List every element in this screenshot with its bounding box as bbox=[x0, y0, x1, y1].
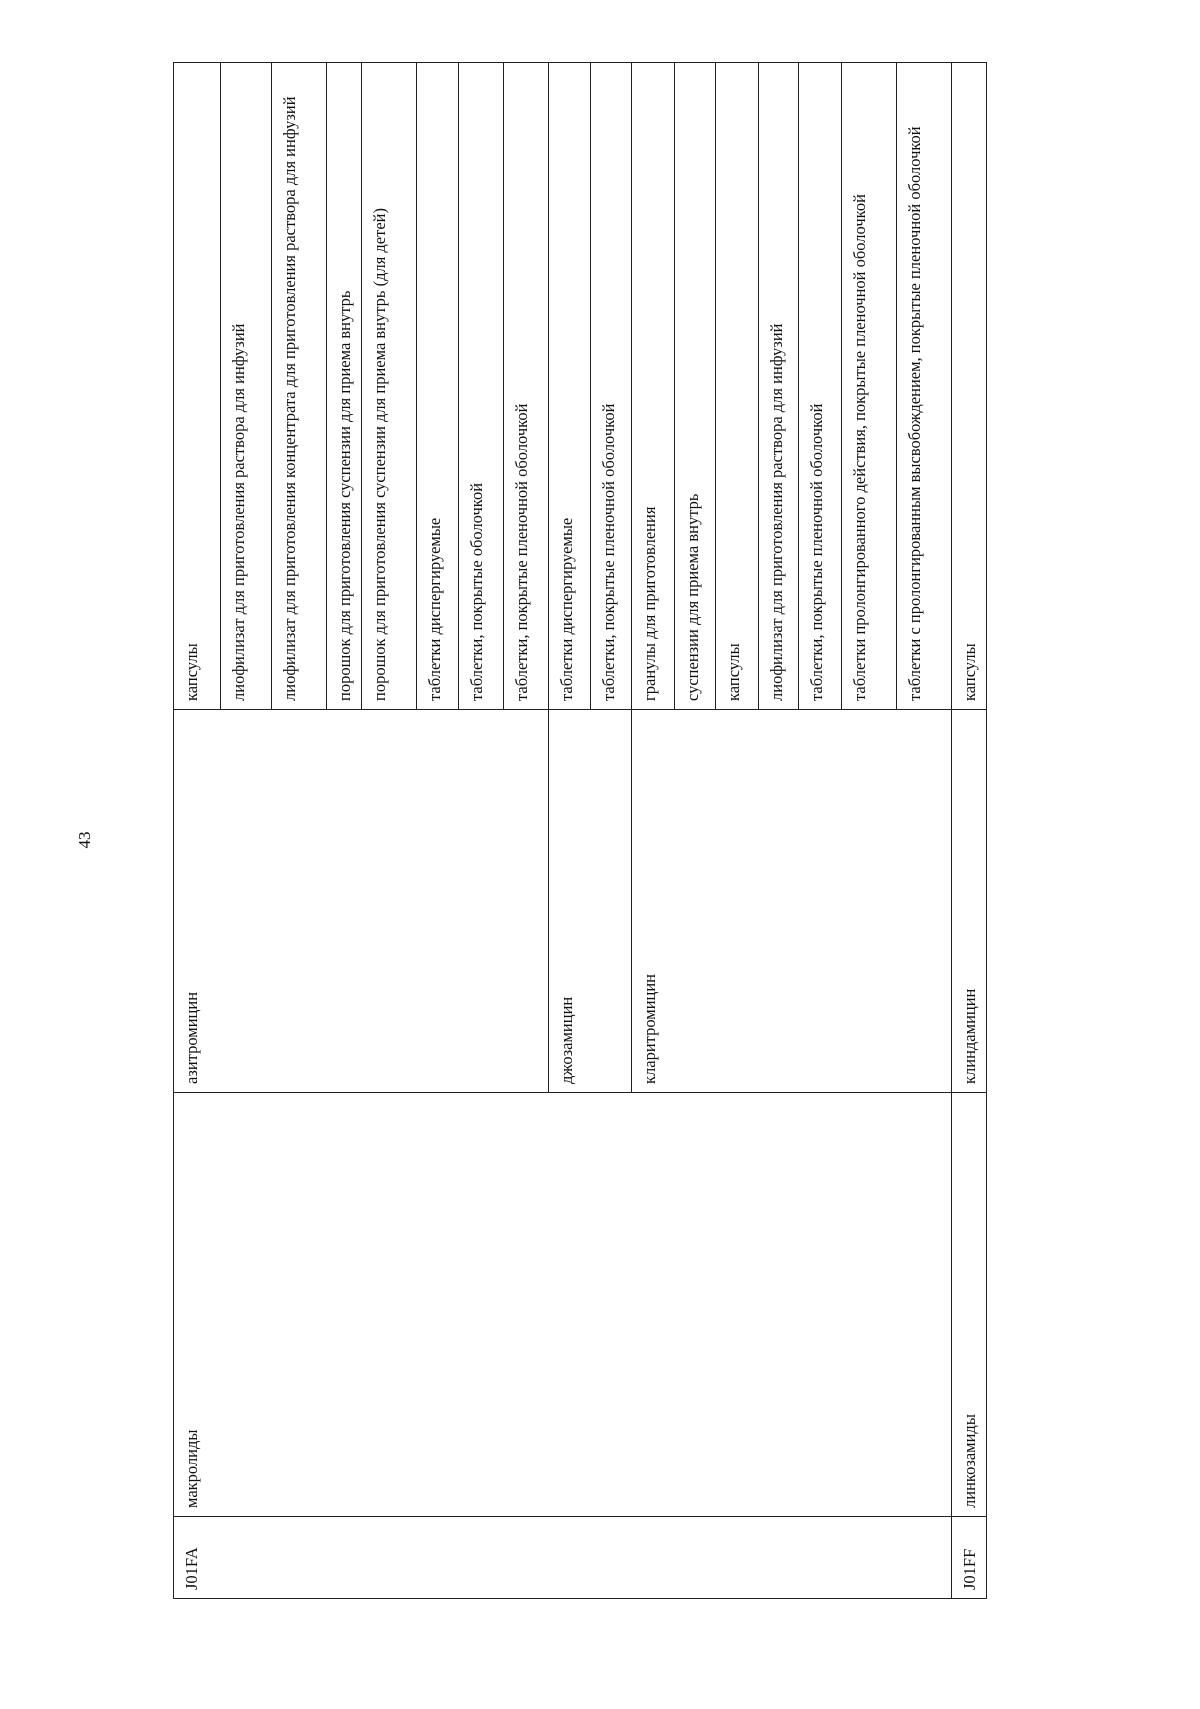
drug-table bbox=[173, 62, 987, 1599]
atc-code-cell: J01FF bbox=[952, 1517, 987, 1599]
form-cell: капсулы bbox=[952, 63, 987, 710]
table-row bbox=[174, 63, 221, 1599]
form-cell: порошок для приготовления суспензии для приема внутрь bbox=[327, 63, 362, 710]
form-cell: лиофилизат для приготовления раствора для инфузий bbox=[221, 63, 272, 710]
substance-cell: кларитромицин bbox=[632, 710, 952, 1093]
form-cell: таблетки, покрытые пленочной оболочкой bbox=[591, 63, 632, 710]
form-cell: таблетки с пролонгированным высвобождением, покрытые пленочной оболочкой bbox=[897, 63, 952, 710]
page-number: 43 bbox=[75, 831, 94, 849]
table-row bbox=[952, 63, 987, 1599]
form-cell: таблетки пролонгированного действия, покрытые пленочной оболочкой bbox=[842, 63, 897, 710]
table-rotated bbox=[173, 63, 1121, 1599]
table-frame bbox=[173, 63, 1121, 1599]
form-cell: капсулы bbox=[174, 63, 221, 710]
substance-cell: джозамицин bbox=[549, 710, 632, 1093]
atc-code-cell: J01FA bbox=[174, 1517, 952, 1599]
form-cell: лиофилизат для приготовления раствора для инфузий bbox=[759, 63, 799, 710]
form-cell: лиофилизат для приготовления концентрата для приготовления раствора для инфузий bbox=[272, 63, 327, 710]
form-cell: порошок для приготовления суспензии для приема внутрь (для детей) bbox=[362, 63, 417, 710]
form-cell: таблетки диспергируемые bbox=[549, 63, 591, 710]
form-cell: таблетки, покрытые пленочной оболочкой bbox=[504, 63, 549, 710]
form-cell: таблетки диспергируемые bbox=[417, 63, 459, 710]
substance-cell: клиндамицин bbox=[952, 710, 987, 1093]
form-cell: таблетки, покрытые оболочкой bbox=[459, 63, 504, 710]
form-cell: капсулы bbox=[716, 63, 759, 710]
group-cell: линкозамиды bbox=[952, 1093, 987, 1517]
form-cell: гранулы для приготовления bbox=[632, 63, 675, 710]
substance-cell: азитромицин bbox=[174, 710, 549, 1093]
group-cell: макролиды bbox=[174, 1093, 952, 1517]
form-cell: суспензии для приема внутрь bbox=[675, 63, 716, 710]
form-cell: таблетки, покрытые пленочной оболочкой bbox=[799, 63, 842, 710]
